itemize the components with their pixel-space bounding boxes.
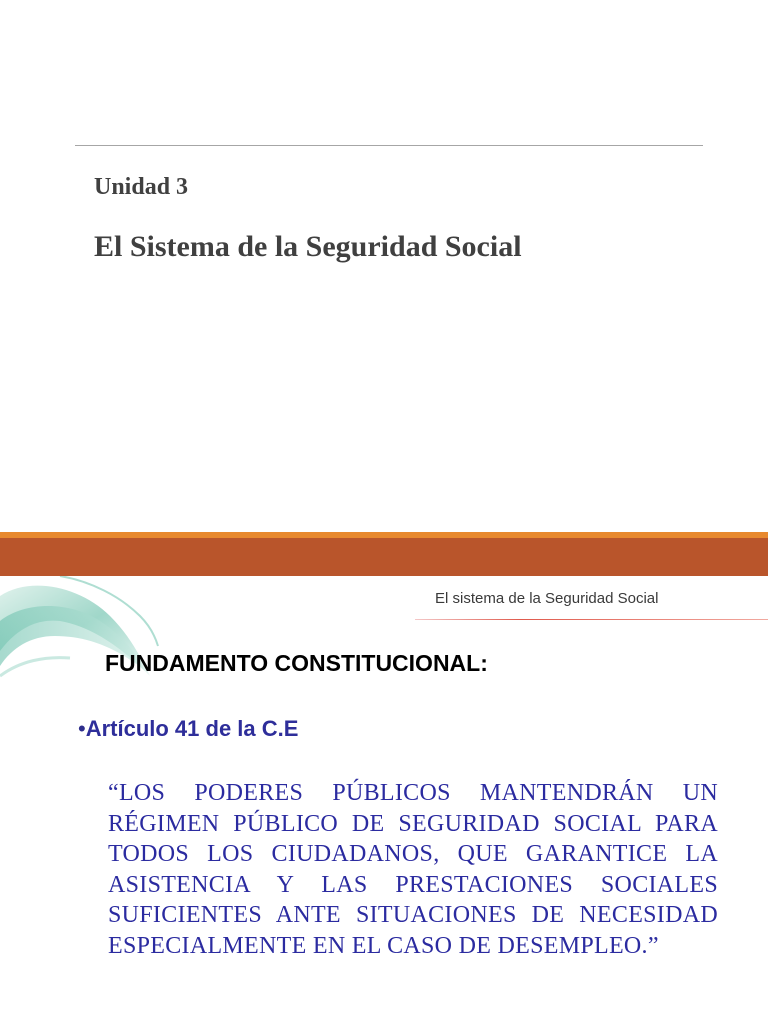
section-heading: FUNDAMENTO CONSTITUCIONAL: [105,650,488,676]
content-slide [0,532,768,1024]
header-underline [415,619,768,620]
article-bullet-item [78,716,298,742]
slide-title: El Sistema de la Seguridad Social [94,230,522,263]
title-divider [75,145,703,146]
article-label: Artículo 41 de la C.E [85,716,299,741]
article-quote: “LOS PODERES PÚBLICOS MANTENDRÁN UN RÉGIMEN PÚBLICO DE SEGURIDAD SOCIAL PARA TODOS LOS CIUDADANOS, QUE GARANTICE LA ASISTENCIA Y LAS PRESTACIONES SOCIALES SUFICIENTES ANTE SITUACIONES DE NECESIDAD ESPECIALMENTE EN EL CASO DE DESEMPLEO.” [108,780,718,959]
unit-label: Unidad 3 [94,174,189,200]
header-band [0,538,768,576]
slide-header-text: El sistema de la Seguridad Social [435,590,659,607]
bullet-icon: • [78,716,86,741]
